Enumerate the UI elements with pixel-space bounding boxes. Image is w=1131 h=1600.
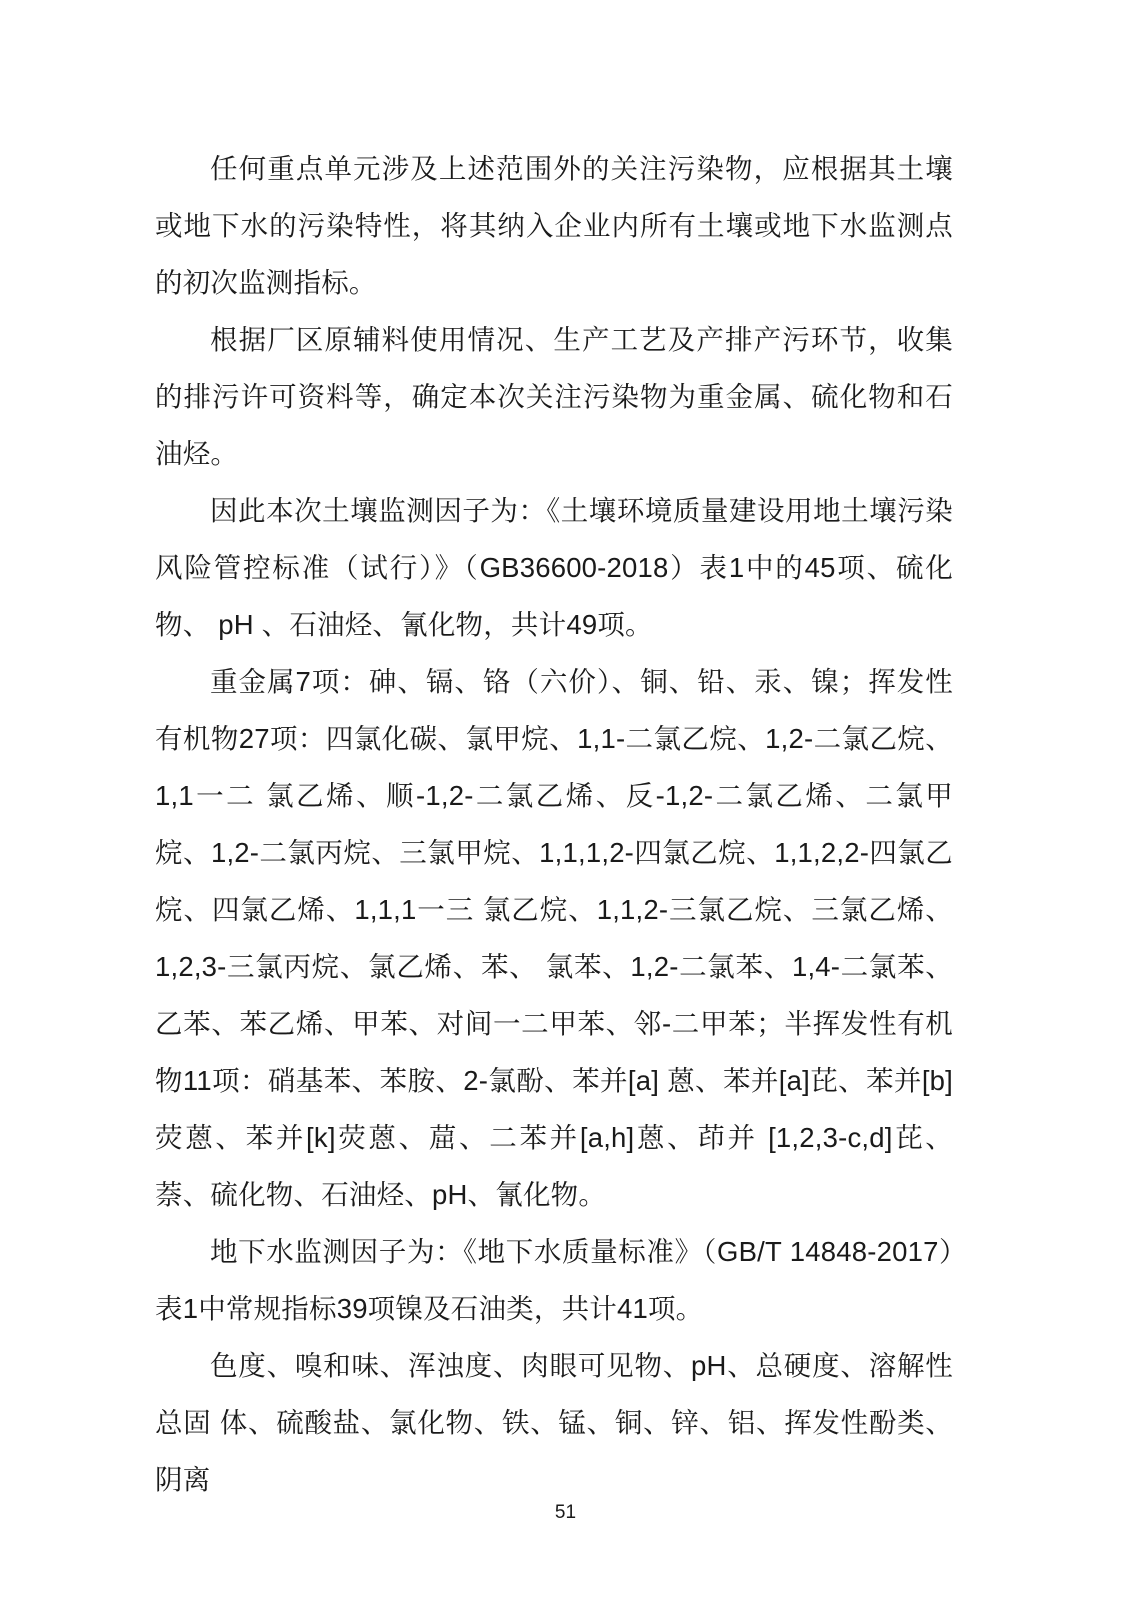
paragraph-4: 重金属7项：砷、镉、铬（六价）、铜、铅、汞、镍；挥发性有机物27项：四氯化碳、氯甲烷、1,1-二氯乙烷、1,2-二氯乙烷、1,1一二 氯乙烯、顺-1,2-二氯乙烯、反-1,2-二氯乙烯、二氯甲烷、1,2-二氯丙烷、三氯甲烷、1,1,1,2-四氯乙烷、1,1,2,2-四氯乙烷、四氯乙烯、1,1,1一三 氯乙烷、1,1,2-三氯乙烷、三氯乙烯、1,2,3-三氯丙烷、氯乙烯、苯、 氯苯、1,2-二氯苯、1,4-二氯苯、乙苯、苯乙烯、甲苯、对间一二甲苯、邻-二甲苯；半挥发性有机物11项：硝基苯、苯胺、2-氯酚、苯并[a] 蒽、苯并[a]芘、苯并[b]荧蒽、苯并[k]荧蒽、䓛、二苯并[a,h]蒽、茚并 [1,2,3-c,d]芘、萘、硫化物、石油烃、pH、氰化物。 [155, 666, 953, 1210]
paragraph-6: 色度、嗅和味、浑浊度、肉眼可见物、pH、总硬度、溶解性总固 体、硫酸盐、氯化物、铁、锰、铜、锌、铝、挥发性酚类、阴离 [155, 1350, 953, 1495]
paragraph-3: 因此本次土壤监测因子为：《土壤环境质量建设用地土壤污染风险管控标准（试行）》（GB36600-2018）表1中的45项、硫化物、 pH 、石油烃、氰化物，共计49项。 [155, 495, 953, 640]
paragraph-2: 根据厂区原辅料使用情况、生产工艺及产排产污环节，收集的排污许可资料等，确定本次关注污染物为重金属、硫化物和石油烃。 [155, 324, 953, 469]
paragraph-1: 任何重点单元涉及上述范围外的关注污染物，应根据其土壤或地下水的污染特性，将其纳入企业内所有土壤或地下水监测点的初次监测指标。 [155, 153, 953, 298]
document-body [155, 140, 953, 1508]
page-number: 51 [554, 1502, 577, 1523]
paragraph-5: 地下水监测因子为：《地下水质量标准》（GB/T 14848-2017）表1中常规指标39项镍及石油类，共计41项。 [155, 1236, 953, 1324]
